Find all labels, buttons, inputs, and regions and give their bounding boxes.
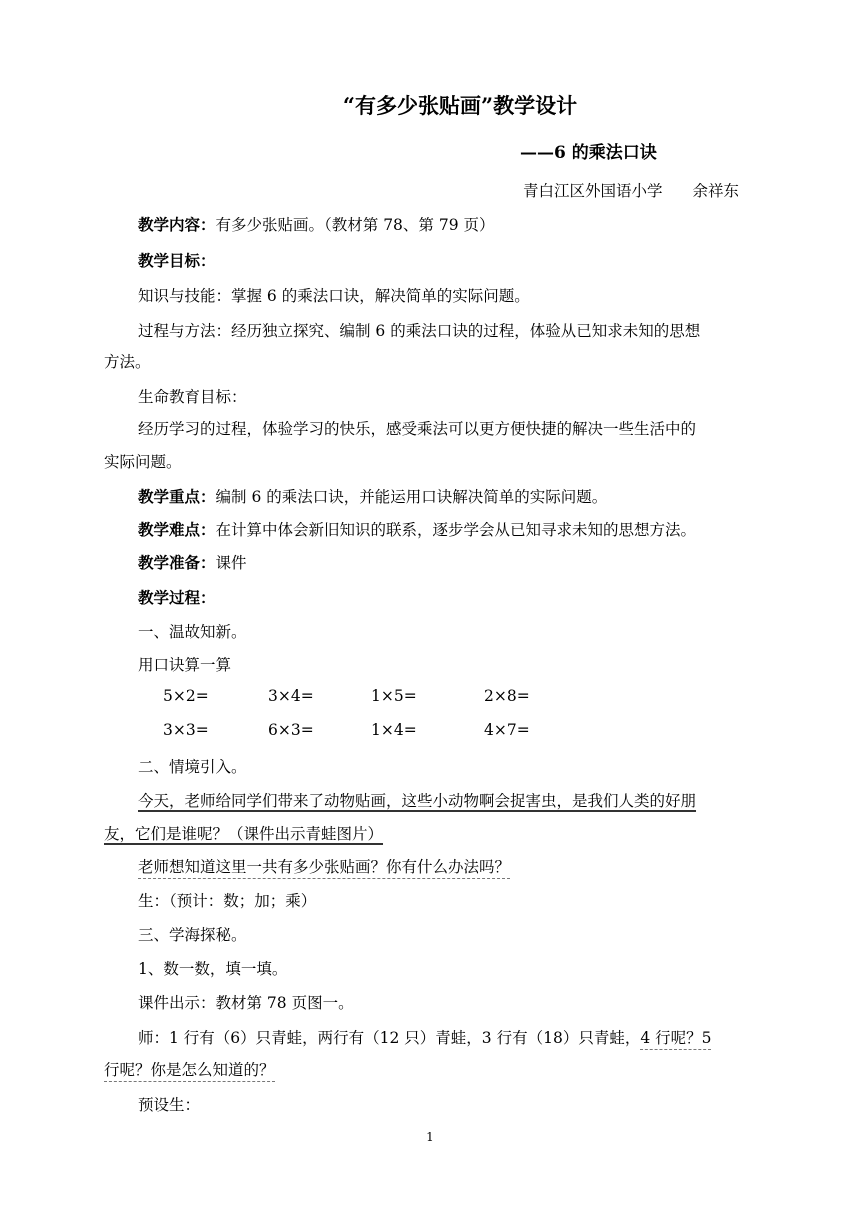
key-point-label: 教学重点：: [138, 487, 216, 506]
author-line: [523, 179, 739, 201]
content-line: [138, 213, 495, 235]
life-goal-text: 经历学习的过程，体验学习的快乐，感受乘法可以更方便快捷的解决一些生活中的: [138, 420, 697, 438]
key-point-text: 编制 6 的乘法口诀，并能运用口诀解决简单的实际问题。: [215, 488, 608, 506]
section-explore: 三、学海探秘。: [138, 926, 247, 944]
content-text: 有多少张贴画。（教材第 78、第 79 页）: [215, 216, 495, 234]
teacher-prompt: [138, 1026, 711, 1048]
intro-paragraph-cont: 友，它们是谁呢？（课件出示青蛙图片）: [104, 825, 384, 843]
teacher-name: 余祥东: [692, 182, 740, 200]
goals-label: 教学目标：: [138, 251, 216, 270]
calc-intro: 用口诀算一算: [138, 656, 232, 674]
expected-student: 预设生：: [138, 1096, 201, 1114]
section-intro: 二、情境引入。: [138, 758, 247, 776]
calc-item: 5×2=: [163, 687, 209, 705]
calc-item: 2×8=: [484, 687, 530, 705]
content-label: 教学内容：: [138, 215, 216, 234]
student-prediction: 生：（预计：数；加；乘）: [138, 892, 317, 910]
section-review: 一、温故知新。: [138, 623, 247, 641]
preparation-label: 教学准备：: [138, 553, 216, 572]
calc-item: 6×3=: [268, 721, 314, 739]
subsection-count: 1、数一数，填一填。: [138, 960, 288, 978]
calc-item: 1×4=: [371, 721, 417, 739]
key-point-line: [138, 485, 607, 507]
courseware-note: 课件出示：教材第 78 页图一。: [138, 994, 354, 1012]
preparation-line: [138, 551, 247, 573]
school-name: 青白江区外国语小学: [523, 182, 663, 200]
difficulty-text: 在计算中体会新旧知识的联系，逐步学会从已知寻求未知的思想方法。: [215, 521, 697, 539]
calc-item: 4×7=: [484, 721, 530, 739]
calc-item: 3×4=: [268, 687, 314, 705]
teacher-prompt-text: 师：1 行有（6）只青蛙，两行有（12 只）青蛙，3 行有（18）只青蛙，: [138, 1029, 641, 1047]
document-subtitle: ——6 的乘法口诀: [520, 143, 657, 163]
teacher-question: [138, 855, 510, 877]
page-number: 1: [426, 1130, 434, 1144]
process-label: 教学过程：: [138, 588, 216, 607]
life-goal-text-cont: 实际问题。: [104, 453, 182, 471]
intro-paragraph: 今天，老师给同学们带来了动物贴画，这些小动物啊会捉害虫，是我们人类的好朋: [138, 792, 697, 810]
teacher-prompt-cont-text: 行呢？你是怎么知道的？: [104, 1061, 275, 1082]
calc-item: 3×3=: [163, 721, 209, 739]
goal-process-cont: 方法。: [104, 353, 151, 371]
life-goal-label: 生命教育目标：: [138, 388, 247, 406]
calc-item: 1×5=: [371, 687, 417, 705]
document-title: “有多少张贴画”教学设计: [342, 93, 578, 118]
teacher-prompt-dashed: 4 行呢？5: [640, 1029, 711, 1050]
difficulty-line: [138, 518, 696, 540]
difficulty-label: 教学难点：: [138, 520, 216, 539]
teacher-question-text: 老师想知道这里一共有多少张贴画？你有什么办法吗？: [138, 858, 510, 879]
goal-knowledge: 知识与技能：掌握 6 的乘法口诀，解决简单的实际问题。: [138, 287, 530, 305]
goal-process: 过程与方法：经历独立探究、编制 6 的乘法口诀的过程，体验从已知求未知的思想: [138, 322, 701, 340]
teacher-prompt-cont: [104, 1058, 275, 1080]
preparation-text: 课件: [215, 554, 247, 572]
